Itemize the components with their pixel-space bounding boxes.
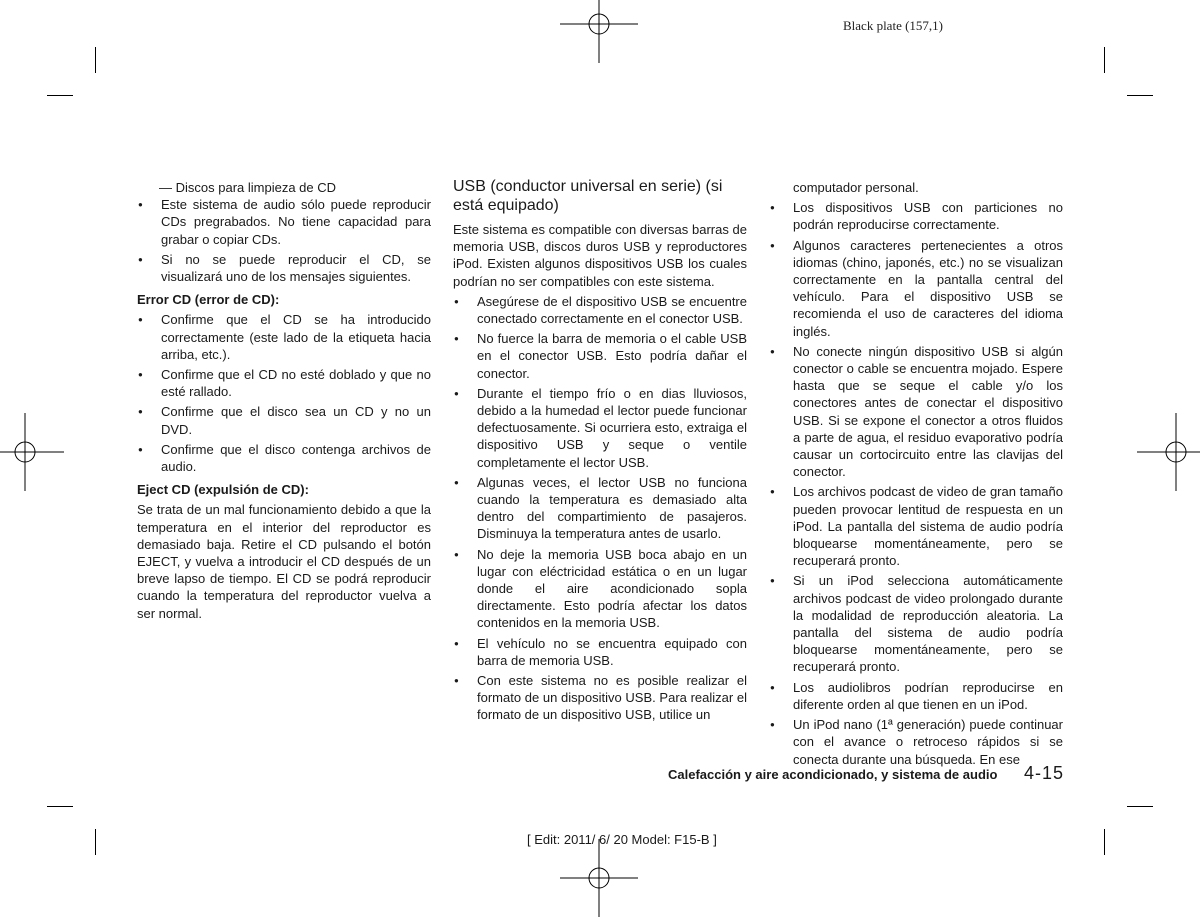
plate-label: Black plate (157,1)	[843, 18, 943, 33]
list-item: ● Algunas veces, el lector USB no funciona cuando la temperatura es demasiado alta dentro del compartimiento de pasajeros. Disminuya la temperatura antes de usarlo.	[453, 474, 747, 543]
list-item: ● Si un iPod selecciona automáticamente archivos podcast de video prolongado durante la modalidad de reproducción aleatoria. La pantalla del sistema de audio podría bloquearse momentáneamente, pero se recuperará pronto.	[769, 572, 1063, 675]
list-item: ● Confirme que el CD se ha introducido correctamente (este lado de la etiqueta hacia arriba, etc.).	[137, 311, 431, 363]
dash-item: — Discos para limpieza de CD	[159, 180, 337, 195]
column-3	[769, 179, 1063, 771]
crop-mark	[1104, 47, 1105, 73]
crop-mark	[47, 95, 73, 96]
registration-mark-bottom	[560, 839, 638, 917]
section-title: USB (conductor universal en serie) (si está equipado)	[453, 178, 723, 214]
list-item: ● Algunos caracteres pertenecientes a otros idiomas (chino, japonés, etc.) no se visualizan correctamente en la pantalla central del vehículo. Para el dispositivo USB se recomienda el uso de caracteres del idioma inglés.	[769, 237, 1063, 340]
intro-paragraph: Este sistema es compatible con diversas barras de memoria USB, discos duros USB y reproductores iPod. Existen algunos dispositivos USB los cuales podrían no ser compatibles con este sistema.	[453, 222, 747, 289]
list-item: ● No conecte ningún dispositivo USB si algún conector o cable se encuentra mojado. Espere hasta que se seque el cable y/o los conectores antes de conectar el dispositivo USB. Si se expone el conector a otros fluidos a parte de agua, el residuo evaporativo podría causar un cortocircuito entre las clavijas del conector.	[769, 343, 1063, 481]
edit-info: [ Edit: 2011/ 6/ 20 Model: F15-B ]	[527, 832, 717, 847]
registration-mark-left	[0, 413, 64, 491]
bullet-list	[137, 311, 431, 475]
crop-mark	[1104, 829, 1105, 855]
eject-paragraph: Se trata de un mal funcionamiento debido a que la temperatura en el interior del reproductor es demasiado baja. Retire el CD pulsando el botón EJECT, y vuelva a introducir el CD después de un breve lapso de tiempo. El CD se podrá reproducir cuando la temperatura del reproductor vuelva a ser normal.	[137, 502, 431, 621]
column-2	[453, 177, 747, 727]
bullet-list	[769, 199, 1063, 768]
list-item: ● No deje la memoria USB boca abajo en un lugar con eléctricidad estática o en un lugar donde el aire acondicionado sopla directamente. Esto podría afectar los datos contenidos en la memoria USB.	[453, 546, 747, 632]
column-1	[137, 179, 431, 622]
registration-mark-top	[560, 0, 638, 63]
list-item: ● Los archivos podcast de video de gran tamaño pueden provocar lentitud de respuesta en un iPod. La pantalla del sistema de audio podría bloquearse momentáneamente, pero se recuperará pronto.	[769, 483, 1063, 569]
registration-mark-right	[1137, 413, 1200, 491]
crop-mark	[1127, 806, 1153, 807]
list-item: ● Confirme que el CD no esté doblado y que no esté rallado.	[137, 366, 431, 400]
list-item: ● Confirme que el disco contenga archivos de audio.	[137, 441, 431, 475]
crop-mark	[47, 806, 73, 807]
continued-text: computador personal.	[793, 180, 919, 195]
error-heading: Error CD (error de CD):	[137, 292, 280, 308]
list-item: ● Si no se puede reproducir el CD, se visualizará uno de los mensajes siguientes.	[137, 251, 431, 285]
list-item: ● No fuerce la barra de memoria o el cable USB en el conector USB. Esto podría dañar el conector.	[453, 330, 747, 382]
bullet-list	[453, 293, 747, 724]
bullet-list	[137, 196, 431, 285]
list-item: ● Asegúrese de el dispositivo USB se encuentre conectado correctamente en el conector USB.	[453, 293, 747, 327]
list-item: ● Este sistema de audio sólo puede reproducir CDs pregrabados. No tiene capacidad para grabar o copiar CDs.	[137, 196, 431, 248]
list-item: ● Un iPod nano (1ª generación) puede continuar con el avance o retroceso rápidos si se conecta durante una búsqueda. En ese	[769, 716, 1063, 768]
footer-section-title: Calefacción y aire acondicionado, y sistema de audio	[668, 767, 998, 782]
crop-mark	[1127, 95, 1153, 96]
crop-mark	[95, 47, 96, 73]
list-item: ● Con este sistema no es posible realizar el formato de un dispositivo USB. Para realizar el formato de un dispositivo USB, utilice un	[453, 672, 747, 724]
list-item: ● Confirme que el disco sea un CD y no un DVD.	[137, 403, 431, 437]
list-item: ● Los audiolibros podrían reproducirse en diferente orden al que tienen en un iPod.	[769, 679, 1063, 713]
list-item: ● El vehículo no se encuentra equipado con barra de memoria USB.	[453, 635, 747, 669]
eject-heading: Eject CD (expulsión de CD):	[137, 482, 309, 498]
crop-mark	[95, 829, 96, 855]
page-number: 4-15	[1024, 763, 1065, 783]
list-item: ● Durante el tiempo frío o en dias lluviosos, debido a la humedad el lector puede funcionar defectuosamente. Si ocurriera esto, extraiga el dispositivo USB y seque o ventile completamente el lector USB.	[453, 385, 747, 471]
list-item: ● Los dispositivos USB con particiones no podrán reproducirse correctamente.	[769, 199, 1063, 233]
